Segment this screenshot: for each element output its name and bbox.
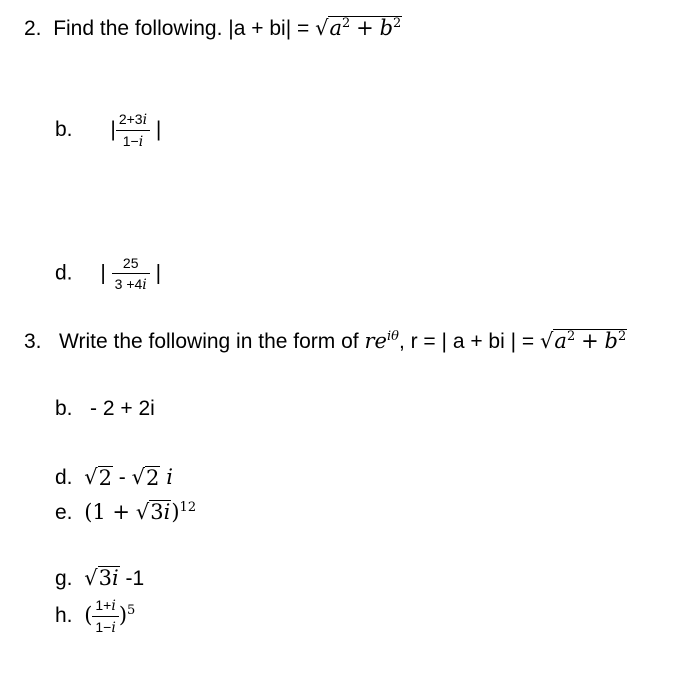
problem-3b: b. - 2 + 2i	[55, 397, 155, 420]
part-label: b.	[55, 118, 73, 142]
problem-3-text: Write the following in the form of	[59, 330, 359, 354]
fraction: $\frac{1+i}{1-i}$	[92, 598, 118, 635]
problem-2d: d. | $\frac{25}{3 +4i}$ |	[55, 255, 162, 293]
problem-3-number: 3.	[24, 330, 42, 354]
problem-2-text: Find the following. |a + bi| =	[53, 17, 310, 41]
sqrt-symbol: √	[540, 329, 554, 354]
problem-2-number: 2.	[24, 17, 42, 41]
problem-3e: e. (1 + √ 3i )$^{12}$	[55, 500, 197, 525]
modulus-formula: √ $a^2 + b^2$	[315, 16, 402, 41]
part-label: d.	[55, 261, 73, 285]
fraction: $\frac{2+3i}{1-i}$	[116, 112, 150, 149]
sqrt-symbol: √	[315, 16, 329, 41]
problem-3g: g. √ 3i -1	[55, 566, 145, 591]
modulus-formula: √ $a^2 + b^2$	[540, 329, 627, 354]
problem-2-heading	[24, 16, 402, 41]
problem-3h: h. ( $\frac{1+i}{1-i}$ )$^5$	[55, 597, 136, 636]
problem-2b: b. | $\frac{2+3i}{1-i}$ |	[55, 111, 162, 150]
fraction: $\frac{25}{3 +4i}$	[112, 256, 150, 292]
problem-3-heading: 3. Write the following in the form of $re^{i\theta}$, r = | a + bi | = √ $a^2 + b^2$	[24, 329, 627, 354]
problem-3d: d. √ 2 - √ 2 i	[55, 465, 173, 490]
